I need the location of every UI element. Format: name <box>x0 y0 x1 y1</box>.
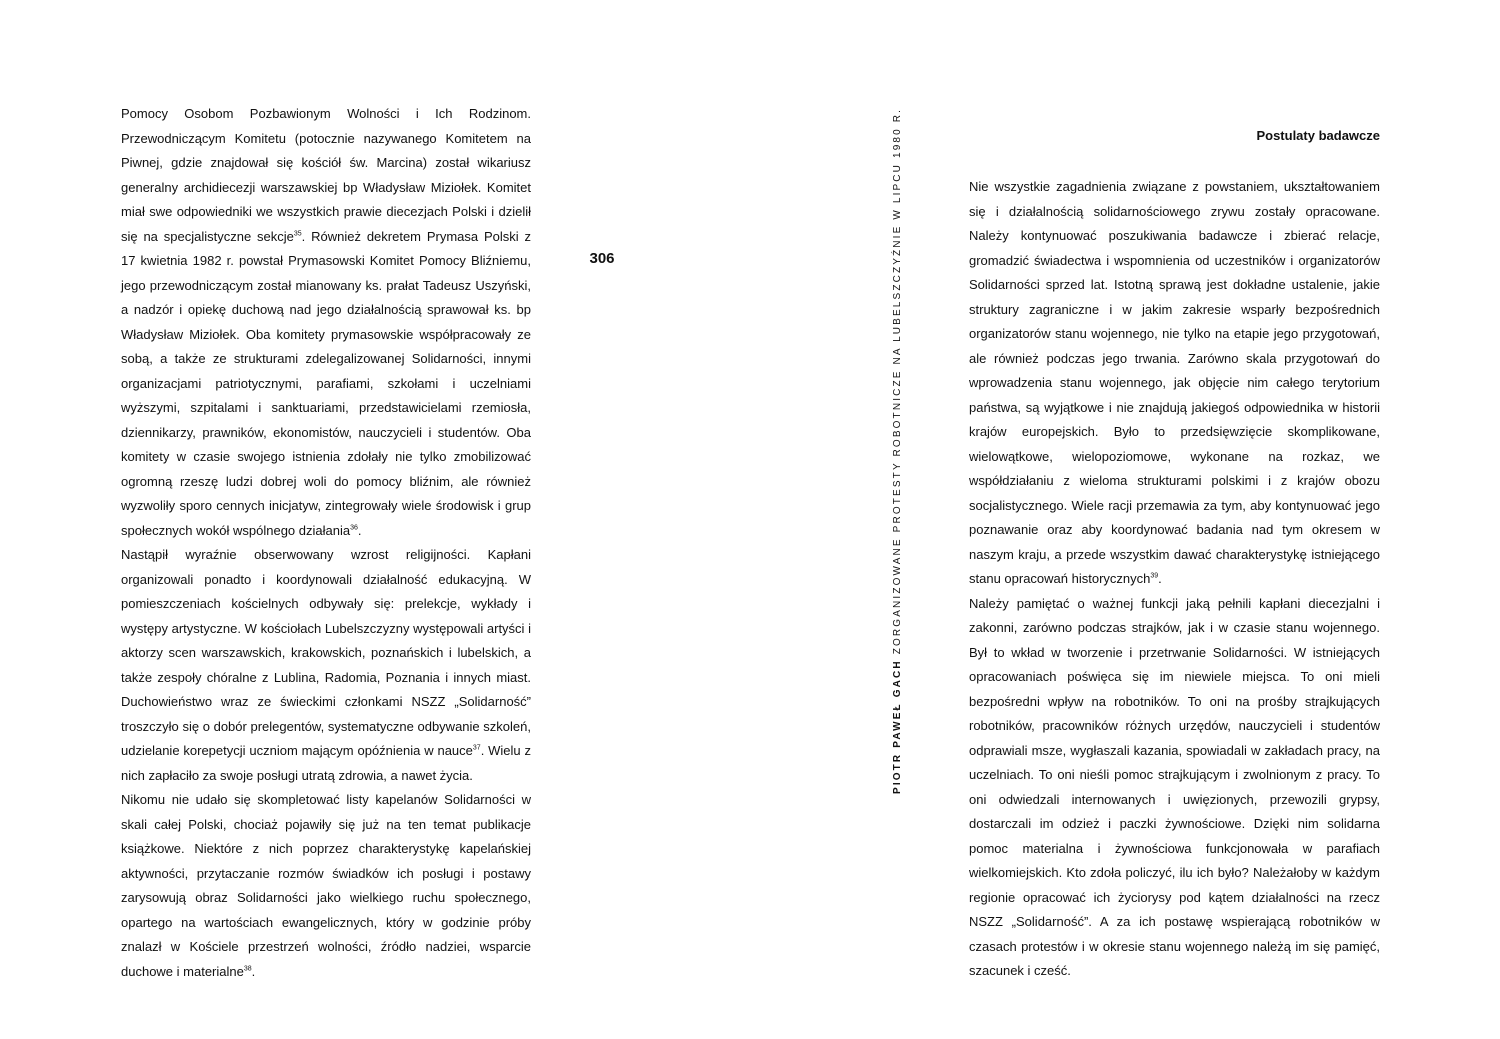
running-head <box>891 106 905 794</box>
footnote-ref[interactable]: 37 <box>472 744 481 752</box>
running-head-title: ZORGANIZOWANE PROTESTY ROBOTNICZE NA LUBELSZCZYŹNIE W LIPCU 1980 R. <box>892 107 903 655</box>
left-page-body <box>121 102 531 984</box>
running-head-author: PIOTR PAWEŁ GACH <box>892 659 903 794</box>
paragraph: Nastąpił wyraźnie obserwowany wzrost religijności. Kapłani organizowali ponadto i koordynowali działalność edukacyjną. W pomieszczeniach kościelnych odbywały się: prelekcje, wykłady i występy artystyczne. W kościołach Lubelszczyzny występowali artyści i aktorzy scen warszawskich, krakowskich, poznańskich i lubelskich, a także zespoły chóralne z Lublina, Radomia, Poznania i innych miast. Duchowieństwo wraz ze świeckimi członkami NSZZ „Solidarność” troszczyło się o dobór prelegentów, systematyczne odbywanie szkoleń, udzielanie korepetycji uczniom mającym opóźnienia w nauce$^{37}$. Wielu z nich zapłaciło za swoje posługi utratą zdrowia, a nawet życia. <box>121 547 532 783</box>
footnote-ref[interactable]: 39 <box>1150 572 1159 580</box>
paragraph: Należy pamiętać o ważnej funkcji jaką pełnili kapłani diecezjalni i zakonni, zarówno podczas strajków, jak i w czasie stanu wojennego. Był to wkład w tworzenie i przetrwanie Solidarności. W istniejących opracowaniach poświęca się im niewiele miejsca. To oni mieli bezpośredni wpływ na robotników. To oni na prośby strajkujących robotników, pracowników różnych urzędów, nauczycieli i studentów odprawiali msze, wygłaszali kazania, spowiadali w zakładach pracy, na uczelniach. To oni nieśli pomoc strajkującym i zwolnionym z pracy. To oni odwiedzali internowanych i uwięzionych, przewozili grypsy, dostarczali im odzież i paczki żywnościowe. Dzięki nim solidarna pomoc materialna i żywnościowa funkcjonowała w parafiach wielkomiejskich. Kto zdoła policzyć, ilu ich było? Należałoby w każdym regionie opracować ich życiorysy pod kątem działalności na rzecz NSZZ „Solidarność”. A za ich postawę wspierającą robotników w czasach protestów i w okresie stanu wojennego należą im się pamięć, szacunek i cześć. <box>969 595 1380 978</box>
footnote-ref[interactable]: 38 <box>243 965 252 973</box>
paragraph: Pomocy Osobom Pozbawionym Wolności i Ich Rodzinom. Przewodniczącym Komitetu (potocznie nazywanego Komitetem na Piwnej, gdzie znajdował się kościół św. Marcina) został wikariusz generalny archidiecezji warszawskiej bp Władysław Miziołek. Komitet miał swe odpowiedniki we wszystkich prawie diecezjach Polski i dzielił się na specjalistyczne sekcje$^{35}$. Również dekretem Prymasa Polski z 17 kwietnia 1982 r. powstał Prymasowski Komitet Pomocy Bliźniemu, jego przewodniczącym został mianowany ks. prałat Tadeusz Uszyński, a nadzór i opiekę duchową nad jego działalnością sprawował ks. bp Władysław Miziołek. Oba komitety prymasowskie współpracowały ze sobą, a także ze strukturami zdelegalizowanej Solidarności, innymi organizacjami patriotycznymi, parafiami, szkołami i uczelniami wyższymi, szpitalami i sanktuariami, przedstawicielami rzemiosła, dziennikarzy, prawników, ekonomistów, nauczycieli i studentów. Oba komitety w czasie swojego istnienia zdołały nie tylko zmobilizować ogromną rzeszę ludzi dobrej woli do pomocy bliźnim, ale również wyzwoliły sporo cennych inicjatyw, zintegrowały wiele środowisk i grup społecznych wokół wspólnego działania$^{36}$. <box>121 106 531 538</box>
footnote-ref[interactable]: 35 <box>293 230 302 238</box>
footnote-ref[interactable]: 36 <box>350 524 358 532</box>
page-number: 306 <box>589 250 615 267</box>
paragraph: Nikomu nie udało się skompletować listy kapelanów Solidarności w skali całej Polski, chociaż pojawiły się już na ten temat publikacje książkowe. Niektóre z nich poprzez charakterystykę kapelańskiej aktywności, przytaczanie rozmów świadków ich posługi i postawy zarysowują obraz Solidarności jako wielkiego ruchu społecznego, opartego na wartościach ewangelicznych, który w godzinie próby znalazł w Kościele przestrzeń wolności, źródło nadziei, wsparcie duchowe i materialne$^{38}$. <box>121 792 531 979</box>
paragraph: Nie wszystkie zagadnienia związane z powstaniem, ukształtowaniem się i działalnością solidarnościowego zrywu zostały opracowane. Należy kontynuować poszukiwania badawcze i zbierać relacje, gromadzić świadectwa i wspomnienia od uczestników i organizatorów Solidarności sprzed lat. Istotną sprawą jest dokładne ustalenie, jakie struktury zagraniczne i w jakim zakresie wsparły bezpośrednich organizatorów stanu wojennego, nie tylko na etapie jego przygotowań, ale również podczas jego trwania. Zarówno skala przygotowań do wprowadzenia stanu wojennego, jak objęcie nim całego terytorium państwa, są wyjątkowe i nie znajdują jakiegoś odpowiednika w historii krajów europejskich. Było to przedsięwzięcie skomplikowane, wielowątkowe, wielopoziomowe, wykonane na rozkaz, we współdziałaniu z wieloma strukturami polskimi i z krajów obozu socjalistycznego. Wiele racji przemawia za tym, aby kontynuować jego poznawanie oraz aby koordynować badania nad tym okresem w naszym kraju, a przede wszystkim dawać charakterystykę istniejącego stanu opracowań historycznych$^{39}$. <box>969 179 1380 586</box>
right-page-body <box>969 175 1380 984</box>
section-heading: Postulaty badawcze <box>1256 128 1380 143</box>
